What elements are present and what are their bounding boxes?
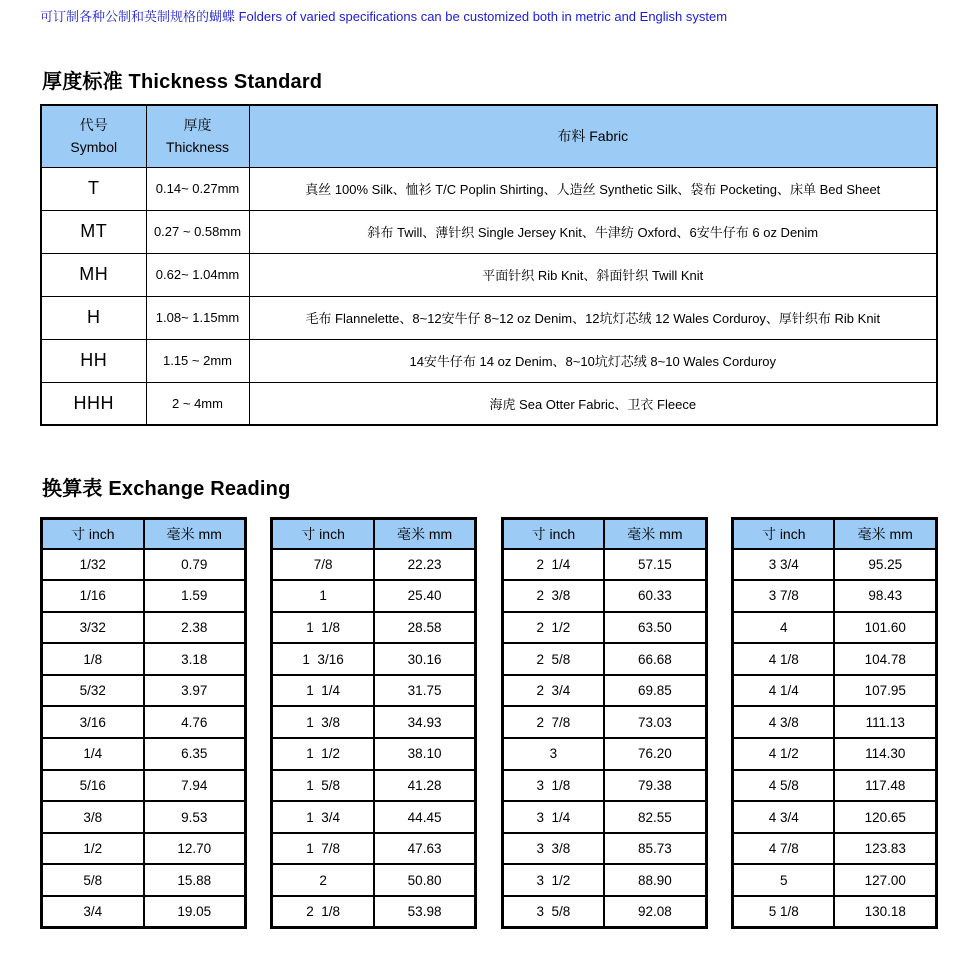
mm-cell: 34.93 (374, 706, 476, 738)
inch-cell: 1 3/16 (272, 643, 374, 675)
exchange-table (40, 517, 247, 929)
exchange-row (42, 549, 246, 581)
thickness-standard-title: 厚度标准 Thickness Standard (42, 71, 323, 93)
thickness-header-zh: 厚度 (183, 116, 212, 133)
top-note: 可订制各种公制和英制规格的蝴蝶 Folders of varied specifications can be customized both in metric and English system (40, 9, 728, 24)
inch-cell: 1 1/2 (272, 738, 374, 770)
inch-cell: 1 1/4 (272, 675, 374, 707)
exchange-table (501, 517, 708, 929)
inch-cell: 3/8 (42, 801, 144, 833)
mm-cell: 9.53 (144, 801, 246, 833)
mm-cell: 101.60 (834, 612, 936, 644)
exchange-row (272, 833, 476, 865)
inch-cell: 2 1/4 (502, 549, 604, 581)
inch-cell: 4 1/2 (732, 738, 834, 770)
mm-cell: 130.18 (834, 896, 936, 928)
mm-cell: 2.38 (144, 612, 246, 644)
inch-cell: 5/32 (42, 675, 144, 707)
mm-cell: 12.70 (144, 833, 246, 865)
exchange-row (502, 864, 706, 896)
inch-cell: 3 1/8 (502, 770, 604, 802)
mm-cell: 57.15 (604, 549, 706, 581)
exchange-row (732, 896, 936, 928)
inch-cell: 5/16 (42, 770, 144, 802)
exchange-row (272, 612, 476, 644)
fabric-cell: 毛布 Flannelette、8~12安牛仔 8~12 oz Denim、12坑灯芯绒 12 Wales Corduroy、厚针织布 Rib Knit (249, 296, 937, 339)
mm-cell: 47.63 (374, 833, 476, 865)
inch-cell: 4 (732, 612, 834, 644)
symbol-cell: MH (41, 253, 146, 296)
inch-cell: 1/2 (42, 833, 144, 865)
symbol-cell: HH (41, 339, 146, 382)
thickness-row (41, 339, 937, 382)
inch-cell: 1 5/8 (272, 770, 374, 802)
mm-cell: 28.58 (374, 612, 476, 644)
inch-cell: 5 1/8 (732, 896, 834, 928)
mm-cell: 30.16 (374, 643, 476, 675)
mm-cell: 88.90 (604, 864, 706, 896)
mm-cell: 15.88 (144, 864, 246, 896)
thickness-header-en: Thickness (165, 139, 230, 156)
exchange-row (502, 580, 706, 612)
inch-cell: 3 (502, 738, 604, 770)
mm-cell: 19.05 (144, 896, 246, 928)
exchange-row (502, 833, 706, 865)
exchange-row (272, 643, 476, 675)
exchange-row (42, 675, 246, 707)
exchange-row (732, 833, 936, 865)
mm-cell: 114.30 (834, 738, 936, 770)
fabric-column-header: 布料 Fabric (249, 105, 937, 167)
thickness-row (41, 210, 937, 253)
mm-cell: 41.28 (374, 770, 476, 802)
exchange-table-body (732, 549, 936, 928)
inch-cell: 1 1/8 (272, 612, 374, 644)
mm-cell: 22.23 (374, 549, 476, 581)
inch-cell: 1/4 (42, 738, 144, 770)
mm-cell: 111.13 (834, 706, 936, 738)
inch-cell: 2 7/8 (502, 706, 604, 738)
exchange-table-header (272, 519, 476, 549)
exchange-table (731, 517, 938, 929)
thickness-row (41, 253, 937, 296)
fabric-cell: 海虎 Sea Otter Fabric、卫衣 Fleece (249, 382, 937, 425)
thickness-row (41, 296, 937, 339)
exchange-row (272, 675, 476, 707)
exchange-row (42, 770, 246, 802)
inch-cell: 5/8 (42, 864, 144, 896)
exchange-row (502, 675, 706, 707)
inch-cell: 1/8 (42, 643, 144, 675)
inch-cell: 2 3/8 (502, 580, 604, 612)
inch-cell: 4 7/8 (732, 833, 834, 865)
inch-cell: 3 3/4 (732, 549, 834, 581)
fabric-cell: 14安牛仔布 14 oz Denim、8~10坑灯芯绒 8~10 Wales Corduroy (249, 339, 937, 382)
symbol-cell: T (41, 167, 146, 210)
mm-cell: 4.76 (144, 706, 246, 738)
mm-cell: 127.00 (834, 864, 936, 896)
mm-cell: 69.85 (604, 675, 706, 707)
inch-cell: 2 3/4 (502, 675, 604, 707)
exchange-row (42, 612, 246, 644)
exchange-row (272, 738, 476, 770)
exchange-row (732, 643, 936, 675)
exchange-row (502, 770, 706, 802)
thickness-standard-table (40, 104, 938, 426)
inch-cell: 3 1/2 (502, 864, 604, 896)
mm-cell: 31.75 (374, 675, 476, 707)
thickness-table-body (41, 167, 937, 425)
mm-cell: 53.98 (374, 896, 476, 928)
mm-cell: 3.18 (144, 643, 246, 675)
exchange-row (732, 675, 936, 707)
inch-cell: 1 3/8 (272, 706, 374, 738)
exchange-row (502, 612, 706, 644)
thickness-cell: 0.27 ~ 0.58mm (146, 210, 249, 253)
mm-cell: 107.95 (834, 675, 936, 707)
mm-cell: 120.65 (834, 801, 936, 833)
thickness-row (41, 382, 937, 425)
exchange-row (42, 643, 246, 675)
inch-cell: 3 5/8 (502, 896, 604, 928)
inch-cell: 4 1/8 (732, 643, 834, 675)
exchange-row (732, 770, 936, 802)
exchange-row (502, 706, 706, 738)
inch-column-header: 寸 inch (502, 519, 604, 549)
inch-cell: 2 1/2 (502, 612, 604, 644)
inch-column-header: 寸 inch (42, 519, 144, 549)
mm-cell: 6.35 (144, 738, 246, 770)
thickness-cell: 0.14~ 0.27mm (146, 167, 249, 210)
mm-cell: 60.33 (604, 580, 706, 612)
inch-cell: 2 5/8 (502, 643, 604, 675)
exchange-table-body (42, 549, 246, 928)
symbol-cell: HHH (41, 382, 146, 425)
inch-cell: 1 7/8 (272, 833, 374, 865)
symbol-column-header (41, 105, 146, 167)
exchange-row (272, 549, 476, 581)
mm-cell: 0.79 (144, 549, 246, 581)
mm-cell: 1.59 (144, 580, 246, 612)
inch-cell: 5 (732, 864, 834, 896)
mm-cell: 104.78 (834, 643, 936, 675)
inch-cell: 1 (272, 580, 374, 612)
exchange-row (42, 706, 246, 738)
exchange-row (732, 580, 936, 612)
exchange-row (732, 706, 936, 738)
inch-cell: 4 1/4 (732, 675, 834, 707)
inch-cell: 3 1/4 (502, 801, 604, 833)
exchange-row (272, 896, 476, 928)
exchange-row (502, 738, 706, 770)
symbol-header-en: Symbol (70, 139, 118, 156)
exchange-row (732, 801, 936, 833)
exchange-row (272, 770, 476, 802)
exchange-row (732, 738, 936, 770)
exchange-table-header (732, 519, 936, 549)
mm-cell: 117.48 (834, 770, 936, 802)
mm-cell: 7.94 (144, 770, 246, 802)
mm-column-header: 毫米 mm (374, 519, 476, 549)
inch-cell: 3/4 (42, 896, 144, 928)
thickness-cell: 1.15 ~ 2mm (146, 339, 249, 382)
mm-cell: 63.50 (604, 612, 706, 644)
exchange-row (502, 801, 706, 833)
thickness-cell: 1.08~ 1.15mm (146, 296, 249, 339)
exchange-row (502, 896, 706, 928)
thickness-column-header (146, 105, 249, 167)
mm-cell: 123.83 (834, 833, 936, 865)
exchange-reading-title: 换算表 Exchange Reading (42, 478, 291, 500)
exchange-row (272, 580, 476, 612)
mm-column-header: 毫米 mm (834, 519, 936, 549)
inch-cell: 2 (272, 864, 374, 896)
exchange-row (42, 896, 246, 928)
mm-cell: 66.68 (604, 643, 706, 675)
exchange-row (42, 864, 246, 896)
mm-cell: 79.38 (604, 770, 706, 802)
mm-cell: 25.40 (374, 580, 476, 612)
inch-cell: 7/8 (272, 549, 374, 581)
exchange-row (42, 580, 246, 612)
thickness-cell: 0.62~ 1.04mm (146, 253, 249, 296)
inch-cell: 3 3/8 (502, 833, 604, 865)
thickness-table-header (41, 105, 937, 167)
mm-cell: 85.73 (604, 833, 706, 865)
exchange-row (732, 549, 936, 581)
mm-cell: 38.10 (374, 738, 476, 770)
symbol-cell: H (41, 296, 146, 339)
mm-cell: 73.03 (604, 706, 706, 738)
thickness-cell: 2 ~ 4mm (146, 382, 249, 425)
exchange-table-header (42, 519, 246, 549)
exchange-row (272, 801, 476, 833)
exchange-table-body (502, 549, 706, 928)
fabric-cell: 真丝 100% Silk、恤衫 T/C Poplin Shirting、人造丝 Synthetic Silk、袋布 Pocketing、床单 Bed Sheet (249, 167, 937, 210)
inch-column-header: 寸 inch (272, 519, 374, 549)
mm-column-header: 毫米 mm (144, 519, 246, 549)
thickness-row (41, 167, 937, 210)
exchange-row (732, 612, 936, 644)
exchange-table (270, 517, 477, 929)
inch-cell: 4 3/8 (732, 706, 834, 738)
mm-cell: 76.20 (604, 738, 706, 770)
exchange-table-body (272, 549, 476, 928)
mm-cell: 3.97 (144, 675, 246, 707)
inch-cell: 1 3/4 (272, 801, 374, 833)
exchange-row (732, 864, 936, 896)
inch-cell: 3/16 (42, 706, 144, 738)
symbol-cell: MT (41, 210, 146, 253)
mm-cell: 44.45 (374, 801, 476, 833)
exchange-row (42, 801, 246, 833)
exchange-tables (40, 517, 938, 929)
symbol-header-zh: 代号 (79, 116, 108, 133)
mm-cell: 95.25 (834, 549, 936, 581)
exchange-row (42, 833, 246, 865)
exchange-row (42, 738, 246, 770)
inch-column-header: 寸 inch (732, 519, 834, 549)
mm-cell: 98.43 (834, 580, 936, 612)
mm-cell: 82.55 (604, 801, 706, 833)
inch-cell: 1/32 (42, 549, 144, 581)
mm-cell: 50.80 (374, 864, 476, 896)
inch-cell: 3 7/8 (732, 580, 834, 612)
exchange-row (272, 864, 476, 896)
fabric-cell: 斜布 Twill、薄针织 Single Jersey Knit、牛津纺 Oxford、6安牛仔布 6 oz Denim (249, 210, 937, 253)
fabric-cell: 平面针织 Rib Knit、斜面针织 Twill Knit (249, 253, 937, 296)
exchange-table-header (502, 519, 706, 549)
inch-cell: 3/32 (42, 612, 144, 644)
exchange-row (502, 643, 706, 675)
exchange-row (272, 706, 476, 738)
exchange-row (502, 549, 706, 581)
inch-cell: 4 5/8 (732, 770, 834, 802)
inch-cell: 2 1/8 (272, 896, 374, 928)
mm-column-header: 毫米 mm (604, 519, 706, 549)
mm-cell: 92.08 (604, 896, 706, 928)
inch-cell: 1/16 (42, 580, 144, 612)
inch-cell: 4 3/4 (732, 801, 834, 833)
